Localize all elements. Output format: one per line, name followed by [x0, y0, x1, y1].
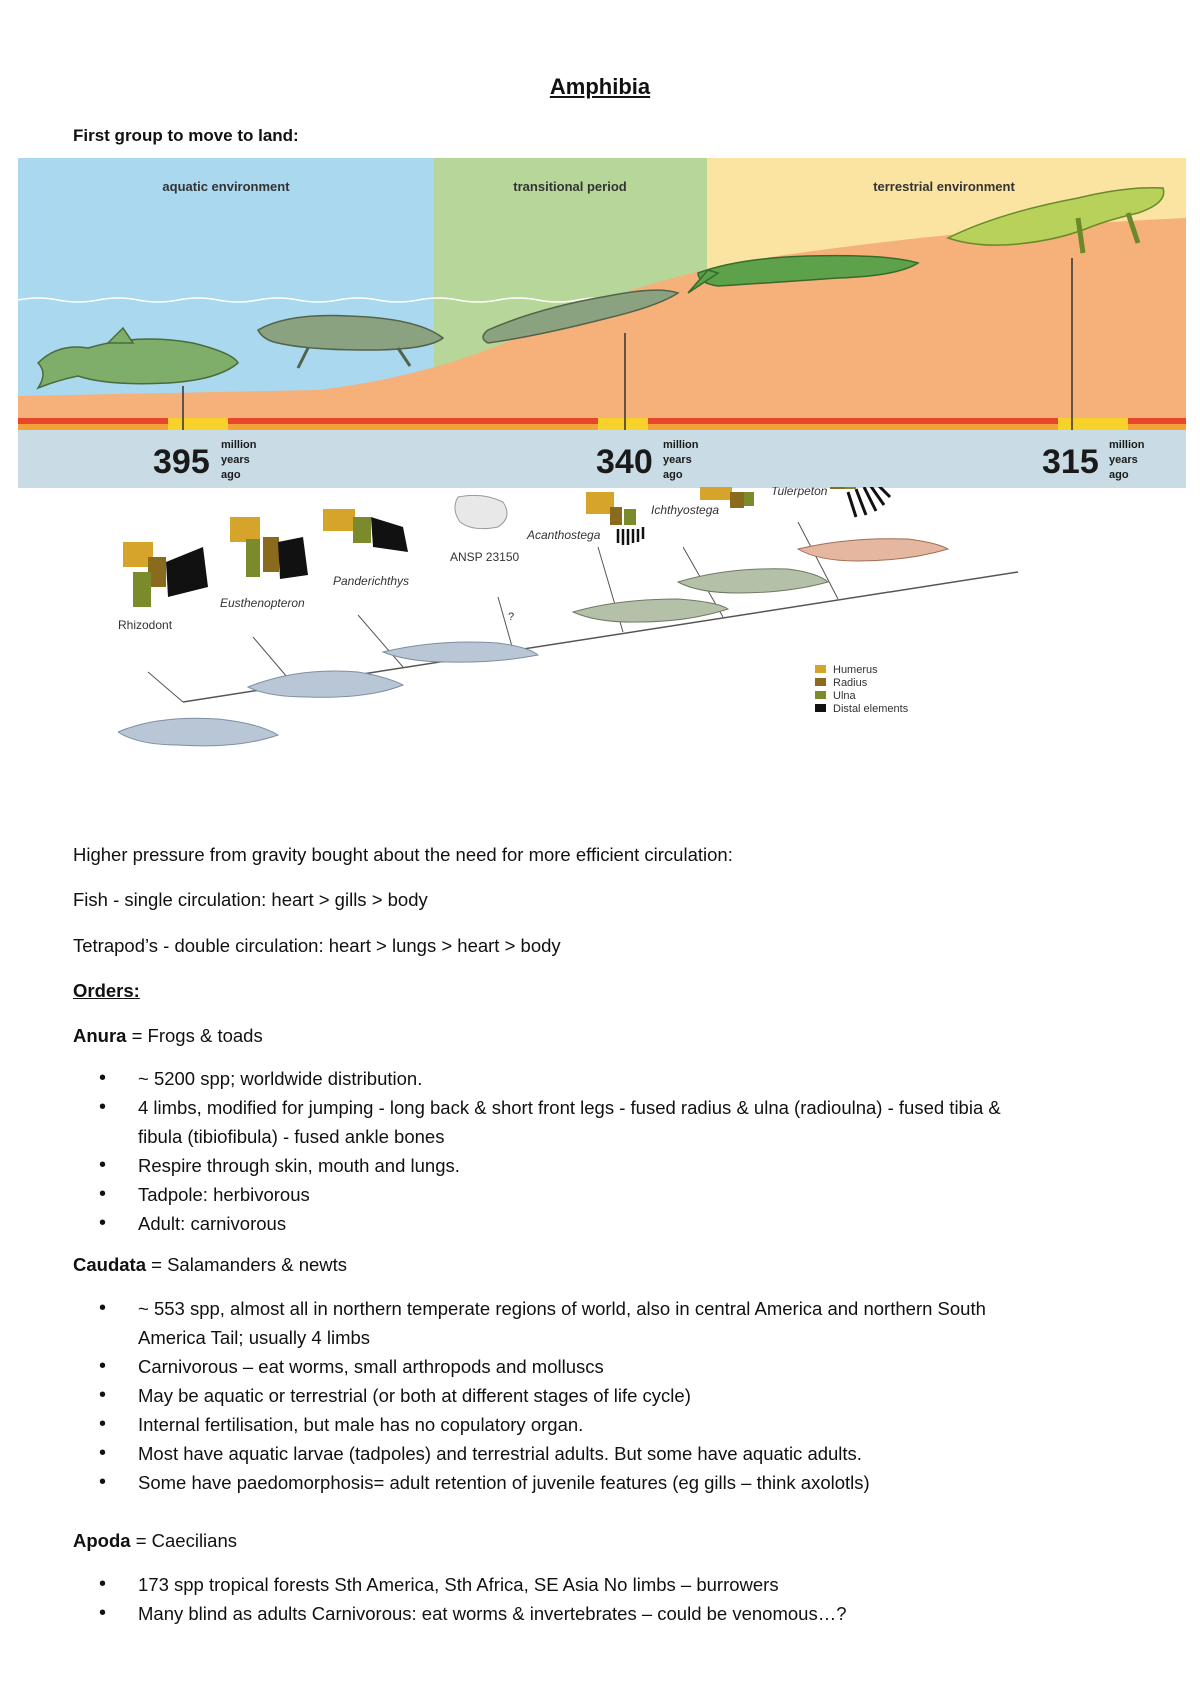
- list-item: • Some have paedomorphosis= adult retention of juvenile features (eg gills – think axolotls): [73, 1468, 1113, 1497]
- caudata-list: [73, 1294, 1113, 1497]
- order-name: Caudata: [73, 1254, 146, 1275]
- continuation-text: America Tail; usually 4 limbs: [138, 1327, 371, 1348]
- list-item: • ~ 5200 spp; worldwide distribution.: [73, 1064, 1113, 1093]
- svg-text:Humerus: Humerus: [833, 664, 878, 676]
- svg-text:ago: ago: [221, 469, 241, 481]
- svg-text:years: years: [663, 454, 692, 466]
- list-item: • Respire through skin, mouth and lungs.: [73, 1151, 1113, 1180]
- taxon-label-ansp23150: ANSP 23150: [450, 550, 520, 564]
- page-title: Amphibia: [549, 74, 651, 99]
- svg-text:years: years: [1109, 454, 1138, 466]
- aquatic-zone-bg: [18, 158, 434, 418]
- list-item: • 4 limbs, modified for jumping - long back & short front legs - fused radius & ulna (radioulna) - fused tibia &: [73, 1093, 1113, 1122]
- order-anura-heading: [73, 1025, 263, 1047]
- list-item: • May be aquatic or terrestrial (or both at different stages of life cycle): [73, 1381, 1113, 1410]
- svg-text:Radius: Radius: [833, 677, 868, 689]
- tetrapod-circulation: Tetrapod’s - double circulation: heart > lungs > heart > body: [73, 935, 561, 956]
- svg-text:years: years: [221, 454, 250, 466]
- water-to-land-timeline-figure: [18, 158, 1186, 488]
- taxon-label-eusthenopteron: Eusthenopteron: [220, 596, 305, 610]
- list-item: • Carnivorous – eat worms, small arthropods and molluscs: [73, 1352, 1113, 1381]
- anura-list: [73, 1064, 1113, 1238]
- continuation-text: fibula (tibiofibula) - fused ankle bones: [138, 1126, 445, 1147]
- svg-text:ago: ago: [1109, 469, 1129, 481]
- list-item: • 173 spp tropical forests Sth America, Sth Africa, SE Asia No limbs – burrowers: [73, 1570, 1113, 1599]
- order-desc: = Salamanders & newts: [146, 1254, 348, 1275]
- list-item: • Adult: carnivorous: [73, 1209, 1113, 1238]
- taxon-label-tulerpeton: Tulerpeton: [771, 487, 828, 498]
- apoda-list: [73, 1570, 1113, 1628]
- svg-text:315: 315: [1042, 443, 1099, 481]
- svg-text:Ulna: Ulna: [833, 690, 856, 702]
- orders-heading: Orders:: [73, 980, 140, 1001]
- tetrapod-silhouettes: [573, 539, 948, 622]
- uncertain-branch-mark: ?: [508, 611, 515, 623]
- svg-text:million: million: [221, 439, 257, 451]
- limb-evolution-cladogram: [118, 487, 1058, 787]
- svg-text:395: 395: [153, 443, 210, 481]
- taxon-label-acanthostega: Acanthostega: [527, 528, 601, 542]
- taxon-label-panderichthys: Panderichthys: [333, 574, 410, 588]
- zone-label-transitional: transitional period: [513, 179, 627, 194]
- order-name: Anura: [73, 1025, 127, 1046]
- svg-text:340: 340: [596, 443, 653, 481]
- limb-icon-ansp23150: [455, 495, 507, 528]
- circulation-intro: Higher pressure from gravity bought about the need for more efficient circulation:: [73, 844, 733, 865]
- taxon-label-rhizodont: Rhizodont: [118, 618, 173, 632]
- list-item: • ~ 553 spp, almost all in northern temperate regions of world, also in central America and northern South: [73, 1294, 1113, 1323]
- svg-text:million: million: [1109, 439, 1145, 451]
- zone-label-aquatic: aquatic environment: [162, 179, 290, 194]
- fish-silhouettes: [118, 642, 538, 746]
- zone-label-terrestrial: terrestrial environment: [873, 179, 1015, 194]
- svg-text:ago: ago: [663, 469, 683, 481]
- limb-icon-rhizodont: [123, 542, 208, 607]
- order-name: Apoda: [73, 1530, 131, 1551]
- order-caudata-heading: [73, 1254, 347, 1276]
- list-item-continuation: [73, 1323, 1113, 1352]
- svg-text:million: million: [663, 439, 699, 451]
- order-desc: = Caecilians: [130, 1530, 237, 1551]
- fish-circulation: Fish - single circulation: heart > gills > body: [73, 889, 428, 910]
- svg-text:Distal elements: Distal elements: [833, 703, 909, 715]
- list-item-continuation: [73, 1122, 1113, 1151]
- taxon-label-ichthyostega: Ichthyostega: [651, 503, 720, 517]
- order-apoda-heading: [73, 1530, 237, 1552]
- list-item: • Tadpole: herbivorous: [73, 1180, 1113, 1209]
- limb-icon-panderichthys: [323, 509, 408, 552]
- order-desc: = Frogs & toads: [126, 1025, 263, 1046]
- bone-legend: [815, 664, 909, 715]
- limb-icon-eusthenopteron: [230, 517, 308, 579]
- list-item: • Internal fertilisation, but male has no copulatory organ.: [73, 1410, 1113, 1439]
- list-item: • Many blind as adults Carnivorous: eat worms & invertebrates – could be venomous…?: [73, 1599, 1113, 1628]
- subtitle: First group to move to land:: [73, 126, 299, 145]
- list-item: • Most have aquatic larvae (tadpoles) and terrestrial adults. But some have aquatic adults.: [73, 1439, 1113, 1468]
